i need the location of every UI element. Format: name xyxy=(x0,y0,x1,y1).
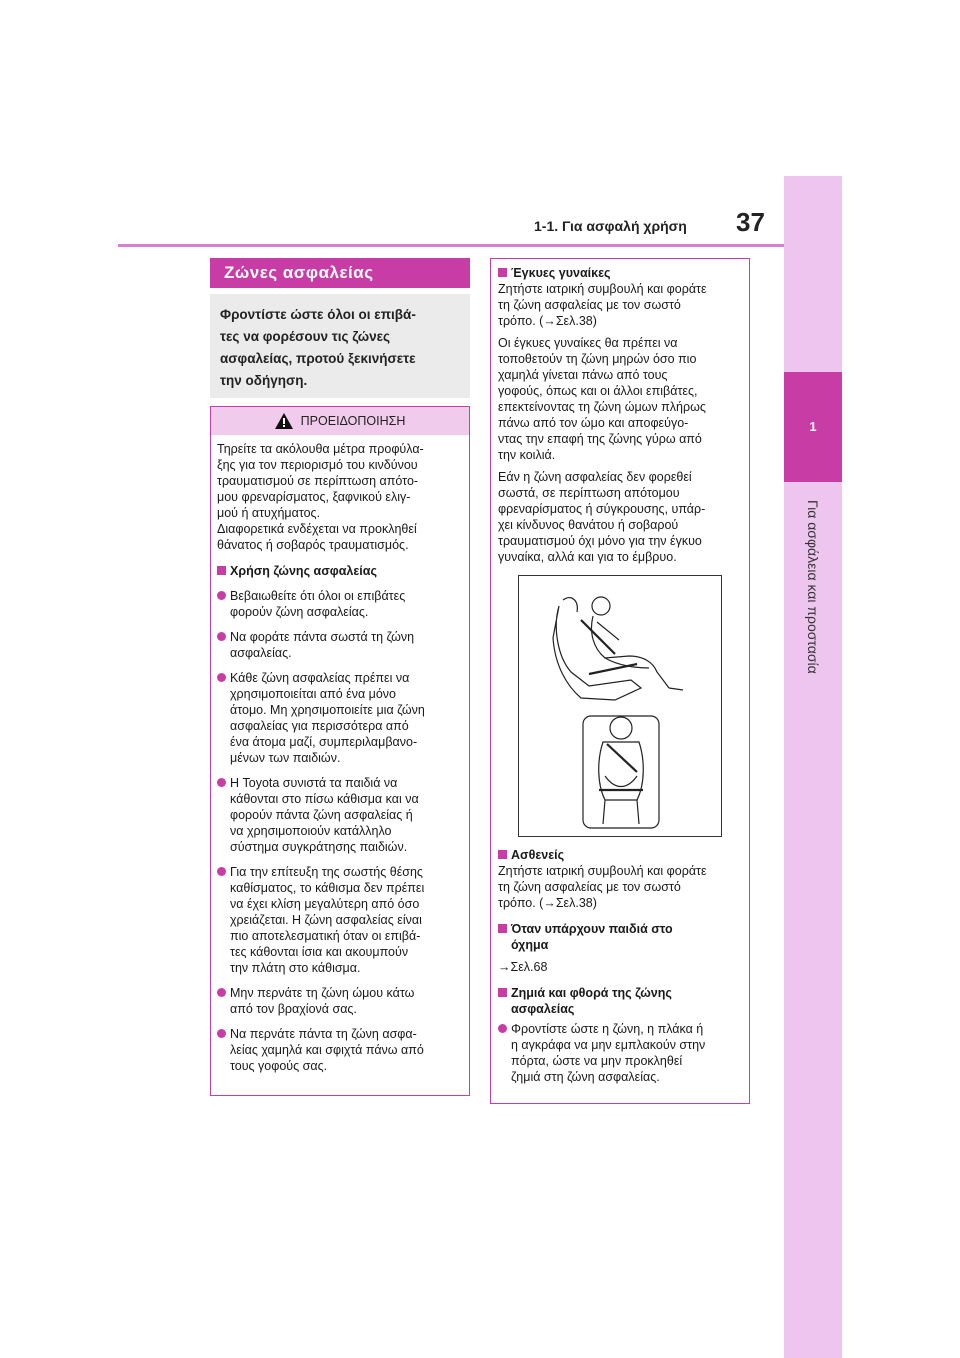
section-title: Ζώνες ασφαλείας xyxy=(210,258,470,288)
bullet-line: τους γοφούς σας. xyxy=(230,1059,328,1073)
warning-triangle-icon xyxy=(275,413,293,429)
damage-title-line: Ζημιά και φθορά της ζώνης xyxy=(511,986,672,1000)
square-bullet-icon xyxy=(498,268,507,277)
text-line: επεκτείνοντας τη ζώνη ώμων πλήρως xyxy=(498,400,706,414)
text-line: τραυματισμού όχι μόνο για την έγκυο xyxy=(498,534,702,548)
bullet-line: από τον βραχίονά σας. xyxy=(230,1002,357,1016)
bullet-line: καθίσματος, το κάθισμα δεν πρέπει xyxy=(230,881,425,895)
text-line: γοφούς, όπως και οι άλλοι επιβάτες, xyxy=(498,384,698,398)
text-line: τοποθετούν τη ζώνη μηρών όσο πιο xyxy=(498,352,697,366)
bullet-line: Η Toyota συνιστά τα παιδιά να xyxy=(230,776,398,790)
bullet-line: τες κάθονται ίσια και ακουμπούν xyxy=(230,945,409,959)
bullet-line: χρειάζεται. Η ζώνη ασφαλείας είναι xyxy=(230,913,422,927)
warning-text-line: ξης για τον περιορισμό του κινδύνου xyxy=(217,458,418,472)
bullet-line: σύστημα συγκράτησης παιδιών. xyxy=(230,840,408,854)
text-line: σωστά, σε περίπτωση απότομου xyxy=(498,486,680,500)
children-subhead xyxy=(498,921,742,953)
warning-bullet xyxy=(217,1026,463,1074)
chapter-sidebar xyxy=(784,176,842,1358)
children-title-line: όχημα xyxy=(511,938,549,952)
bullet-line: άτομο. Μη χρησιμοποιείτε μια ζώνη xyxy=(230,703,425,717)
page-reference-link[interactable]: τρόπο. (→Σελ.38) xyxy=(498,314,597,328)
bullet-line: πιο αποτελεσματική όταν οι επιβά- xyxy=(230,929,421,943)
ill-title: Ασθενείς xyxy=(511,848,565,862)
ill-subhead xyxy=(498,847,742,863)
square-bullet-icon xyxy=(217,566,226,575)
text-line: τη ζώνη ασφαλείας με τον σωστό xyxy=(498,880,681,894)
page-reference-link[interactable]: τρόπο. (→Σελ.38) xyxy=(498,896,597,910)
pregnant-title: Έγκυες γυναίκες xyxy=(511,266,611,280)
bullet-line: κάθονται στο πίσω κάθισμα και να xyxy=(230,792,419,806)
round-bullet-icon xyxy=(217,591,226,600)
round-bullet-icon xyxy=(217,632,226,641)
chapter-title: Για ασφάλεια και προστασία xyxy=(805,500,821,674)
intro-box xyxy=(210,294,470,398)
bullet-line: ασφαλείας για περισσότερα από xyxy=(230,719,409,733)
bullet-line: Φροντίστε ώστε η ζώνη, η πλάκα ή xyxy=(511,1022,704,1036)
round-bullet-icon xyxy=(217,867,226,876)
page-number: 37 xyxy=(736,207,765,237)
round-bullet-icon xyxy=(217,673,226,682)
bullet-line: να χρησιμοποιούν κατάλληλο xyxy=(230,824,392,838)
bullet-line: την πλάτη στο κάθισμα. xyxy=(230,961,361,975)
text-line: την κοιλιά. xyxy=(498,448,556,462)
warning-bullet xyxy=(217,864,463,976)
warning-text-line: Τηρείτε τα ακόλουθα μέτρα προφύλα- xyxy=(217,442,424,456)
square-bullet-icon xyxy=(498,988,507,997)
bullet-line: πόρτα, ώστε να μην προκληθεί xyxy=(511,1054,683,1068)
square-bullet-icon xyxy=(498,924,507,933)
text-line: Ζητήστε ιατρική συμβουλή και φοράτε xyxy=(498,282,707,296)
round-bullet-icon xyxy=(217,1029,226,1038)
info-box xyxy=(490,258,750,1104)
pregnant-subhead xyxy=(498,265,742,281)
bullet-line: φορούν ζώνη ασφαλείας. xyxy=(230,605,369,619)
intro-line: ασφαλείας, προτού ξεκινήσετε xyxy=(220,351,416,366)
text-line: χαμηλά γίνεται πάνω από τους xyxy=(498,368,668,382)
warning-text-line: Διαφορετικά ενδέχεται να προκληθεί xyxy=(217,522,417,536)
intro-line: τες να φορέσουν τις ζώνες xyxy=(220,329,391,344)
bullet-line: Να περνάτε πάντα τη ζώνη ασφα- xyxy=(230,1027,417,1041)
chapter-number-tab[interactable]: 1 xyxy=(784,372,842,482)
warning-subhead xyxy=(217,563,463,579)
warning-header xyxy=(211,407,469,435)
bullet-line: να έχει κλίση μεγαλύτερη από όσο xyxy=(230,897,420,911)
square-bullet-icon xyxy=(498,850,507,859)
warning-box xyxy=(210,406,470,1096)
pregnant-seatbelt-illustration xyxy=(518,575,722,837)
warning-bullet xyxy=(217,985,463,1017)
header-divider xyxy=(118,244,784,247)
text-line: γυναίκα, αλλά και για το έμβρυο. xyxy=(498,550,677,564)
page-reference-link[interactable]: →Σελ.68 xyxy=(498,960,548,974)
bullet-line: Βεβαιωθείτε ότι όλοι οι επιβάτες xyxy=(230,589,406,603)
warning-text-line: τραυματισμού σε περίπτωση απότο- xyxy=(217,474,419,488)
damage-subhead xyxy=(498,985,742,1017)
text-line: χει κίνδυνος θανάτου ή σοβαρού xyxy=(498,518,679,532)
warning-subhead-text: Χρήση ζώνης ασφαλείας xyxy=(230,564,377,578)
bullet-line: η αγκράφα να μην εμπλακούν στην xyxy=(511,1038,706,1052)
text-line: πάνω από τον ώμο και αποφεύγο- xyxy=(498,416,689,430)
children-title-line: Όταν υπάρχουν παιδιά στο xyxy=(511,922,673,936)
text-line: τη ζώνη ασφαλείας με τον σωστό xyxy=(498,298,681,312)
warning-text-line: μου φρεναρίσματος, ξαφνικού ελιγ- xyxy=(217,490,411,504)
intro-line: Φροντίστε ώστε όλοι οι επιβά- xyxy=(220,307,416,322)
bullet-line: λείας χαμηλά και σφιχτά πάνω από xyxy=(230,1043,424,1057)
text-line: Οι έγκυες γυναίκες θα πρέπει να xyxy=(498,336,678,350)
warning-text-line: μού ή ατυχήματος. xyxy=(217,506,321,520)
intro-line: την οδήγηση. xyxy=(220,373,308,388)
bullet-line: ζημιά στη ζώνη ασφαλείας. xyxy=(511,1070,660,1084)
warning-bullet xyxy=(217,670,463,766)
bullet-line: Μην περνάτε τη ζώνη ώμου κάτω xyxy=(230,986,415,1000)
warning-bullet xyxy=(217,775,463,855)
bullet-line: Να φοράτε πάντα σωστά τη ζώνη xyxy=(230,630,415,644)
bullet-line: φορούν πάντα ζώνη ασφαλείας ή xyxy=(230,808,413,822)
warning-body xyxy=(211,435,469,1074)
chapter-title-vertical xyxy=(784,500,842,820)
bullet-line: Για την επίτευξη της σωστής θέσης xyxy=(230,865,423,879)
bullet-line: Κάθε ζώνη ασφαλείας πρέπει να xyxy=(230,671,410,685)
warning-title: ΠΡΟΕΙΔΟΠΟΙΗΣΗ xyxy=(300,414,406,428)
bullet-line: χρησιμοποιείται από ένα μόνο xyxy=(230,687,397,701)
bullet-line: μένων των παιδιών. xyxy=(230,751,341,765)
warning-bullet xyxy=(217,588,463,620)
round-bullet-icon xyxy=(217,778,226,787)
round-bullet-icon xyxy=(217,988,226,997)
illustration-svg xyxy=(519,576,721,836)
bullet-line: ένα άτομα μαζί, συμπεριλαμβανο- xyxy=(230,735,418,749)
running-header: 1-1. Για ασφαλή χρήση xyxy=(534,218,687,234)
text-line: ντας την επαφή της ζώνης γύρω από xyxy=(498,432,702,446)
text-line: Ζητήστε ιατρική συμβουλή και φοράτε xyxy=(498,864,707,878)
text-line: φρεναρίσματος ή σύγκρουσης, υπάρ- xyxy=(498,502,706,516)
text-line: Εάν η ζώνη ασφαλείας δεν φορεθεί xyxy=(498,470,692,484)
round-bullet-icon xyxy=(498,1024,507,1033)
warning-text-line: θάνατος ή σοβαρός τραυματισμός. xyxy=(217,538,409,552)
bullet-line: ασφαλείας. xyxy=(230,646,292,660)
damage-bullet xyxy=(498,1021,742,1085)
damage-title-line: ασφαλείας xyxy=(511,1002,575,1016)
warning-bullet xyxy=(217,629,463,661)
